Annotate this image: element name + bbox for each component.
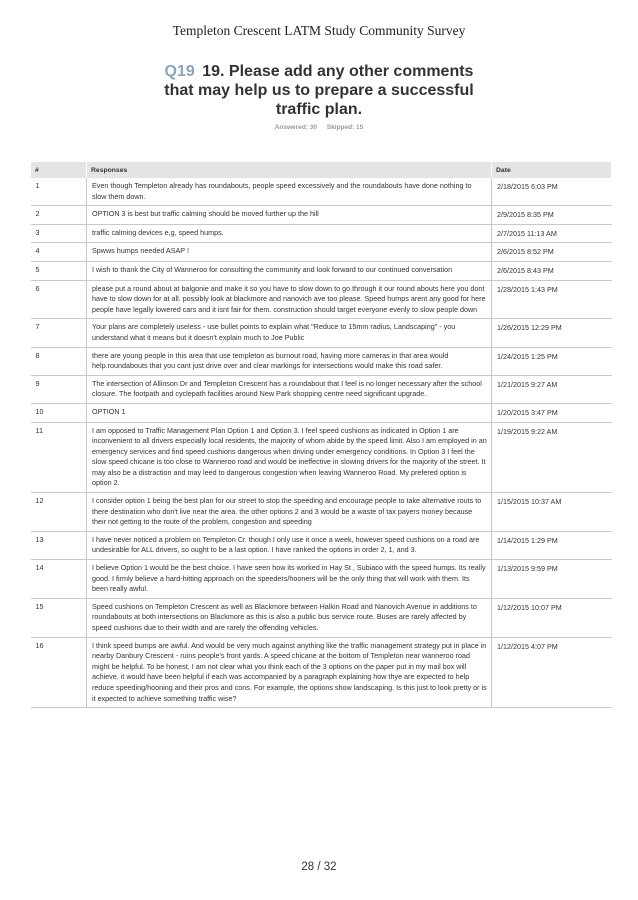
row-date: 1/13/2015 9:59 PM <box>492 560 612 599</box>
row-number: 6 <box>31 280 87 319</box>
row-response: Speed cushions on Templeton Crescent as well as Blackmore between Halkin Road and Nanovich Avenue in additions to roundabouts at both intersections on Blackmore as this is also a public bus service route. Buses are rarely affected by speed cushions due to their width and are rarely the offending vehicles. <box>87 598 492 637</box>
row-date: 1/15/2015 10:37 AM <box>492 493 612 532</box>
row-date: 2/7/2015 11:13 AM <box>492 224 612 243</box>
table-row <box>31 243 612 262</box>
answered-count: Answered: 30 <box>274 124 317 131</box>
row-number: 11 <box>31 422 87 493</box>
table-row <box>31 598 612 637</box>
row-date: 2/6/2015 8:52 PM <box>492 243 612 262</box>
table-row <box>31 403 612 422</box>
page-number: 28 / 32 <box>301 861 337 873</box>
table-row <box>31 637 612 708</box>
table-row <box>31 178 612 206</box>
table-row <box>31 375 612 403</box>
row-date: 1/24/2015 1:25 PM <box>492 347 612 375</box>
table-row <box>31 422 612 493</box>
row-response: I consider option 1 being the best plan for our street to stop the speeding and encourage people to take alternative routs to there destination who don't live near the area. the other options 2 and 3 would be a waste of tax payers money because their not getting to the route of the problem, congestion and speeding <box>87 493 492 532</box>
row-date: 1/12/2015 4:07 PM <box>492 637 612 708</box>
question-heading <box>150 62 488 119</box>
row-response: please put a round about at balgonie and make it so you have to slow down to go through it our round abouts here you dont have to slow down for at all. possibly look at blackmore and nanovich ave too please. Speed humps arent any good for here people have legally lowered cars and it isnt fair for them. construction should target everyone evenly to slow people down <box>87 280 492 319</box>
row-response: OPTION 1 <box>87 403 492 422</box>
row-response: Spwws humps needed ASAP ! <box>87 243 492 262</box>
document-title: Templeton Crescent LATM Study Community Survey <box>172 23 466 38</box>
table-row <box>31 493 612 532</box>
row-number: 16 <box>31 637 87 708</box>
row-number: 1 <box>31 178 87 206</box>
table-row <box>31 531 612 559</box>
row-number: 13 <box>31 531 87 559</box>
responses-table <box>30 162 612 708</box>
row-number: 2 <box>31 206 87 225</box>
table-row <box>31 347 612 375</box>
row-date: 1/20/2015 3:47 PM <box>492 403 612 422</box>
row-response: I am opposed to Traffic Management Plan Option 1 and Option 3. I feel speed cushions as indicated in Option 1 are inconvenient to all drivers especially local residents, the majority of whom abide by the speed limit. Also I am employed in an emergency services and find speed cushions dangerous when driving under emergency conditions. In Option 3 I feel the slow speed chicane is too close to Wanneroo road and would be ineffective in slowing drivers for the majority of the street. It may also be a distraction and may leed to dangerous congestion when leaving Wanneroo Road. My prefered option is option 2. <box>87 422 492 493</box>
row-date: 2/9/2015 8:35 PM <box>492 206 612 225</box>
row-date: 2/18/2015 6:03 PM <box>492 178 612 206</box>
row-number: 5 <box>31 261 87 280</box>
table-header-row <box>31 162 612 178</box>
row-number: 15 <box>31 598 87 637</box>
column-header-date: Date <box>492 162 612 178</box>
table-row <box>31 560 612 599</box>
row-number: 4 <box>31 243 87 262</box>
row-date: 1/21/2015 9:27 AM <box>492 375 612 403</box>
row-number: 14 <box>31 560 87 599</box>
row-date: 1/26/2015 12:29 PM <box>492 319 612 347</box>
row-number: 12 <box>31 493 87 532</box>
row-date: 1/28/2015 1:43 PM <box>492 280 612 319</box>
table-row <box>31 280 612 319</box>
response-stats <box>0 124 638 131</box>
question-number: Q19 <box>164 63 195 80</box>
row-number: 3 <box>31 224 87 243</box>
row-response: I have never noticed a problem on Templeton Cr. though I only use it once a week, however speed cushions on a road are undesirable for ALL drivers, so ought to be a last option. I have ranked the options in order 2, 1, and 3. <box>87 531 492 559</box>
row-response: I wish to thank the City of Wanneroo for consulting the community and look forward to our continued conversation <box>87 261 492 280</box>
table-row <box>31 319 612 347</box>
row-date: 1/14/2015 1:29 PM <box>492 531 612 559</box>
row-response: OPTION 3 is best but traffic calming should be moved further up the hill <box>87 206 492 225</box>
row-response: traffic calming devices e,g, speed humps. <box>87 224 492 243</box>
row-response: The intersection of Allinson Dr and Templeton Crescent has a roundabout that I feel is no longer necessary after the school closure. The footpath and cyclepath facilities around New Park shopping centre need significant upgrade. <box>87 375 492 403</box>
row-response: Your plans are completely useless - use bullet points to explain what "Reduce to 15mm radius, Landscaping" - you understand what it means but it doesn't explain much to Joe Public <box>87 319 492 347</box>
row-date: 1/12/2015 10:07 PM <box>492 598 612 637</box>
row-number: 10 <box>31 403 87 422</box>
question-text: 19. Please add any other comments that may help us to prepare a successful traffic plan. <box>164 63 474 118</box>
table-row <box>31 206 612 225</box>
row-response: Even though Templeton already has roundabouts, people speed excessively and the roundabouts have done nothing to slow them down. <box>87 178 492 206</box>
row-response: I believe Option 1 would be the best choice. I have seen how its worked in Hay St , Subiaco with the speed humps. Its really good. I firmly believe a hard-hitting approach on the speeders/hooners will be the only thing that will work with them. Its been really awful. <box>87 560 492 599</box>
row-date: 2/6/2015 8:43 PM <box>492 261 612 280</box>
table-row <box>31 224 612 243</box>
table-row <box>31 261 612 280</box>
row-number: 7 <box>31 319 87 347</box>
skipped-count: Skipped: 15 <box>326 124 364 131</box>
row-response: there are young people in this area that use templeton as burnout road, having more cameras in that area would help.roundabouts that you cant just drive over and clear markings for intersections would make this road safer. <box>87 347 492 375</box>
column-header-number: # <box>31 162 87 178</box>
row-response: I think speed bumps are awful. And would be very much against anything like the traffic management strategy put in place in nearby Danbury Crescent - ruins people's front yards. A speed chicane at the bottom of Templeton near wanneroo road might be helpful. To be honest, I am not clear what you think each of the 3 options on the paper put in my mail box will achieve. it would have been helpful if each was accompanied by a paragraph explaining how thye are expected to help reduce speeding/hooning and their pros and cons. For example, the options show landscaping. Is this just to look pretty or is it expected to achieve something traffic wise? <box>87 637 492 708</box>
row-number: 8 <box>31 347 87 375</box>
column-header-responses: Responses <box>87 162 492 178</box>
row-number: 9 <box>31 375 87 403</box>
row-date: 1/19/2015 9:22 AM <box>492 422 612 493</box>
